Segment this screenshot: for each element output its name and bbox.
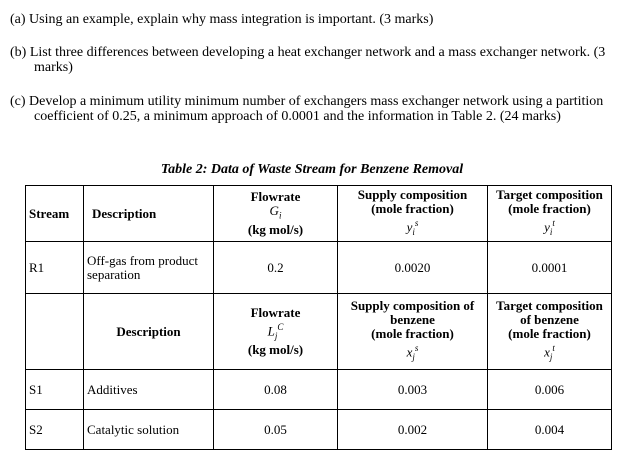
table-row	[26, 242, 612, 294]
header-stream: Stream	[26, 186, 84, 242]
header-supply-label: Supply composition	[357, 187, 468, 203]
question-c	[10, 94, 610, 124]
question-b-text: (b) List three differences between developing a heat exchanger network and a mass exchanger network. (3 marks)	[10, 45, 606, 75]
header2-flowrate-unit: (kg mol/s)	[247, 341, 304, 357]
header2-description: Description	[84, 294, 214, 370]
header-flowrate-label: Flowrate	[250, 189, 301, 205]
cell-flowrate: 0.08	[214, 370, 338, 410]
header2-flowrate-label: Flowrate	[250, 305, 301, 321]
header-flowrate	[214, 186, 338, 242]
symbol-yt: $y_i^t$	[544, 218, 555, 237]
header2-supply-unit: (mole fraction)	[371, 326, 454, 342]
header2-flowrate	[214, 294, 338, 370]
header-supply	[338, 186, 488, 242]
cell-flowrate: 0.05	[214, 410, 338, 450]
cell-description: Catalytic solution	[84, 410, 214, 450]
header2-target	[488, 294, 612, 370]
cell-supply: 0.0020	[338, 242, 488, 294]
header-target-unit: (mole fraction)	[508, 201, 591, 217]
table-caption: Table 2: Data of Waste Stream for Benzene Removal	[160, 162, 464, 177]
symbol-xs: $x_j^s$	[406, 343, 419, 362]
header-target-label: Target composition	[496, 187, 603, 203]
cell-target: 0.006	[488, 370, 612, 410]
symbol-xt: $x_j^t$	[544, 343, 555, 362]
cell-stream: S1	[26, 370, 84, 410]
header2-supply	[338, 294, 488, 370]
header-target	[488, 186, 612, 242]
cell-description: Off-gas from product separation	[84, 242, 214, 294]
header2-target-label: Target composition of benzene	[496, 298, 603, 328]
cell-target: 0.004	[488, 410, 612, 450]
cell-supply: 0.003	[338, 370, 488, 410]
cell-description: Additives	[84, 370, 214, 410]
header2-target-unit: (mole fraction)	[508, 326, 591, 342]
header-row-rich	[26, 186, 612, 242]
table-row	[26, 370, 612, 410]
waste-stream-table	[25, 185, 612, 450]
header-description: Description	[84, 186, 214, 242]
symbol-ys: $y_i^s$	[406, 218, 419, 237]
cell-target: 0.0001	[488, 242, 612, 294]
cell-stream: R1	[26, 242, 84, 294]
cell-supply: 0.002	[338, 410, 488, 450]
question-b	[10, 45, 610, 75]
header-stream-blank	[26, 294, 84, 370]
header2-supply-label: Supply composition of benzene	[350, 298, 475, 328]
table-row	[26, 410, 612, 450]
cell-stream: S2	[26, 410, 84, 450]
symbol-L: $L_j^C$	[267, 322, 284, 341]
header-row-lean	[26, 294, 612, 370]
cell-flowrate: 0.2	[214, 242, 338, 294]
header-supply-unit: (mole fraction)	[371, 201, 454, 217]
symbol-G: $G_i$	[269, 203, 282, 221]
question-a	[10, 12, 610, 27]
question-a-text: (a) Using an example, explain why mass integration is important. (3 marks)	[10, 12, 434, 27]
question-c-text: (c) Develop a minimum utility minimum number of exchangers mass exchanger network using a partition coefficient of 0.25, a minimum approach of 0.0001 and the information in Table 2. (24 marks)	[10, 94, 604, 124]
header-flowrate-unit: (kg mol/s)	[247, 221, 304, 237]
